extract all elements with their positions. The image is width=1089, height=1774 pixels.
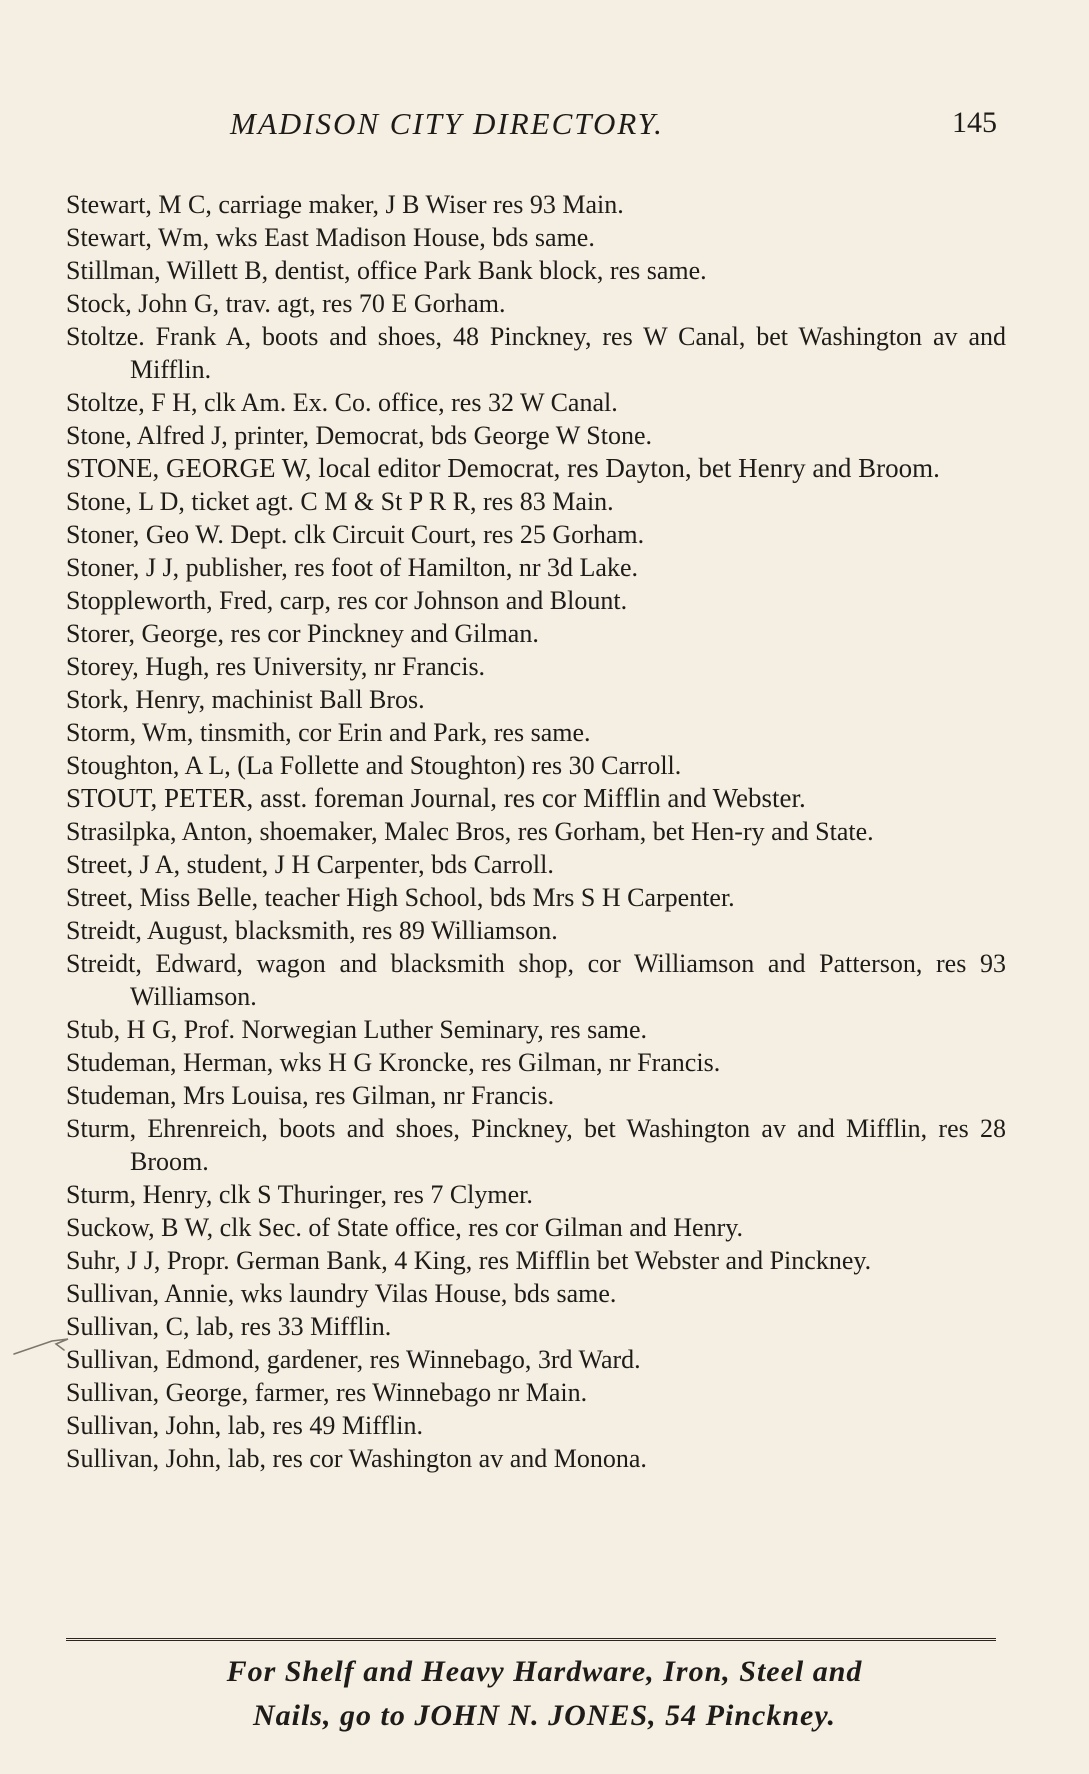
directory-entry: Stock, John G, trav. agt, res 70 E Gorham. bbox=[66, 289, 506, 318]
directory-entry: Streidt, August, blacksmith, res 89 Williamson. bbox=[66, 916, 558, 945]
directory-entry: Sullivan, George, farmer, res Winnebago nr Main. bbox=[66, 1378, 588, 1407]
directory-entry: Stoltze, F H, clk Am. Ex. Co. office, res 32 W Canal. bbox=[66, 388, 618, 417]
directory-entry: Sullivan, Edmond, gardener, res Winnebago, 3rd Ward. bbox=[66, 1345, 641, 1374]
directory-entry-bold: STONE, GEORGE W, local editor Democrat, res Dayton, bet Henry and Broom. bbox=[66, 453, 940, 483]
directory-entry: Storey, Hugh, res University, nr Francis. bbox=[66, 652, 486, 681]
directory-entry: Street, J A, student, J H Carpenter, bds Carroll. bbox=[66, 850, 554, 879]
directory-entry: Sturm, Ehrenreich, boots and shoes, Pinckney, bet Washington av and Mifflin, res 28 Broom. bbox=[66, 1114, 1006, 1176]
directory-entry: Storm, Wm, tinsmith, cor Erin and Park, res same. bbox=[66, 718, 591, 747]
directory-entry: Stoughton, A L, (La Follette and Stoughton) res 30 Carroll. bbox=[66, 751, 682, 780]
directory-entry: Sullivan, Annie, wks laundry Vilas House, bds same. bbox=[66, 1279, 617, 1308]
directory-entry: Sullivan, John, lab, res cor Washington av and Monona. bbox=[66, 1444, 647, 1473]
directory-entry: Stoppleworth, Fred, carp, res cor Johnson and Blount. bbox=[66, 586, 628, 615]
directory-entry: Stork, Henry, machinist Ball Bros. bbox=[66, 685, 425, 714]
directory-entry: Sullivan, John, lab, res 49 Mifflin. bbox=[66, 1411, 424, 1440]
directory-entry: Sullivan, C, lab, res 33 Mifflin. bbox=[66, 1312, 392, 1341]
directory-entry: Suhr, J J, Propr. German Bank, 4 King, res Mifflin bet Webster and Pinckney. bbox=[66, 1246, 872, 1275]
directory-entry-bold: STOUT, PETER, asst. foreman Journal, res cor Mifflin and Webster. bbox=[66, 783, 806, 813]
directory-entry: Strasilpka, Anton, shoemaker, Malec Bros, res Gorham, bet Hen-ry and State. bbox=[66, 817, 874, 846]
directory-entries bbox=[66, 188, 1006, 1475]
directory-entry: Stone, L D, ticket agt. C M & St P R R, res 83 Main. bbox=[66, 487, 614, 516]
directory-entry: Stub, H G, Prof. Norwegian Luther Seminary, res same. bbox=[66, 1015, 648, 1044]
directory-entry: Studeman, Mrs Louisa, res Gilman, nr Francis. bbox=[66, 1081, 555, 1110]
footer-advertisement bbox=[0, 1650, 1089, 1738]
advertisement-line-2: Nails, go to JOHN N. JONES, 54 Pinckney. bbox=[252, 1699, 837, 1732]
running-title: MADISON CITY DIRECTORY. bbox=[230, 106, 664, 141]
directory-entry: Stewart, Wm, wks East Madison House, bds same. bbox=[66, 223, 595, 252]
advertisement-line-1: For Shelf and Heavy Hardware, Iron, Steel and bbox=[226, 1655, 863, 1688]
directory-entry: Suckow, B W, clk Sec. of State office, res cor Gilman and Henry. bbox=[66, 1213, 744, 1242]
page-header bbox=[0, 106, 1089, 146]
directory-entry: Storer, George, res cor Pinckney and Gilman. bbox=[66, 619, 539, 648]
directory-entry: Street, Miss Belle, teacher High School, bds Mrs S H Carpenter. bbox=[66, 883, 735, 912]
directory-entry: Stewart, M C, carriage maker, J B Wiser res 93 Main. bbox=[66, 190, 624, 219]
page-number: 145 bbox=[952, 106, 997, 139]
directory-entry: Stillman, Willett B, dentist, office Park Bank block, res same. bbox=[66, 256, 707, 285]
directory-entry: Stoltze. Frank A, boots and shoes, 48 Pinckney, res W Canal, bet Washington av and Mifflin. bbox=[66, 322, 1006, 384]
directory-entry: Stone, Alfred J, printer, Democrat, bds George W Stone. bbox=[66, 421, 653, 450]
directory-entry: Stoner, Geo W. Dept. clk Circuit Court, res 25 Gorham. bbox=[66, 520, 645, 549]
directory-entry: Studeman, Herman, wks H G Kroncke, res Gilman, nr Francis. bbox=[66, 1048, 721, 1077]
directory-entry: Stoner, J J, publisher, res foot of Hamilton, nr 3d Lake. bbox=[66, 553, 638, 582]
handwritten-pointer-mark bbox=[12, 1332, 70, 1362]
footer-divider bbox=[66, 1638, 996, 1641]
directory-entry: Streidt, Edward, wagon and blacksmith shop, cor Williamson and Patterson, res 93 Williamson. bbox=[66, 949, 1006, 1011]
directory-entry: Sturm, Henry, clk S Thuringer, res 7 Clymer. bbox=[66, 1180, 533, 1209]
